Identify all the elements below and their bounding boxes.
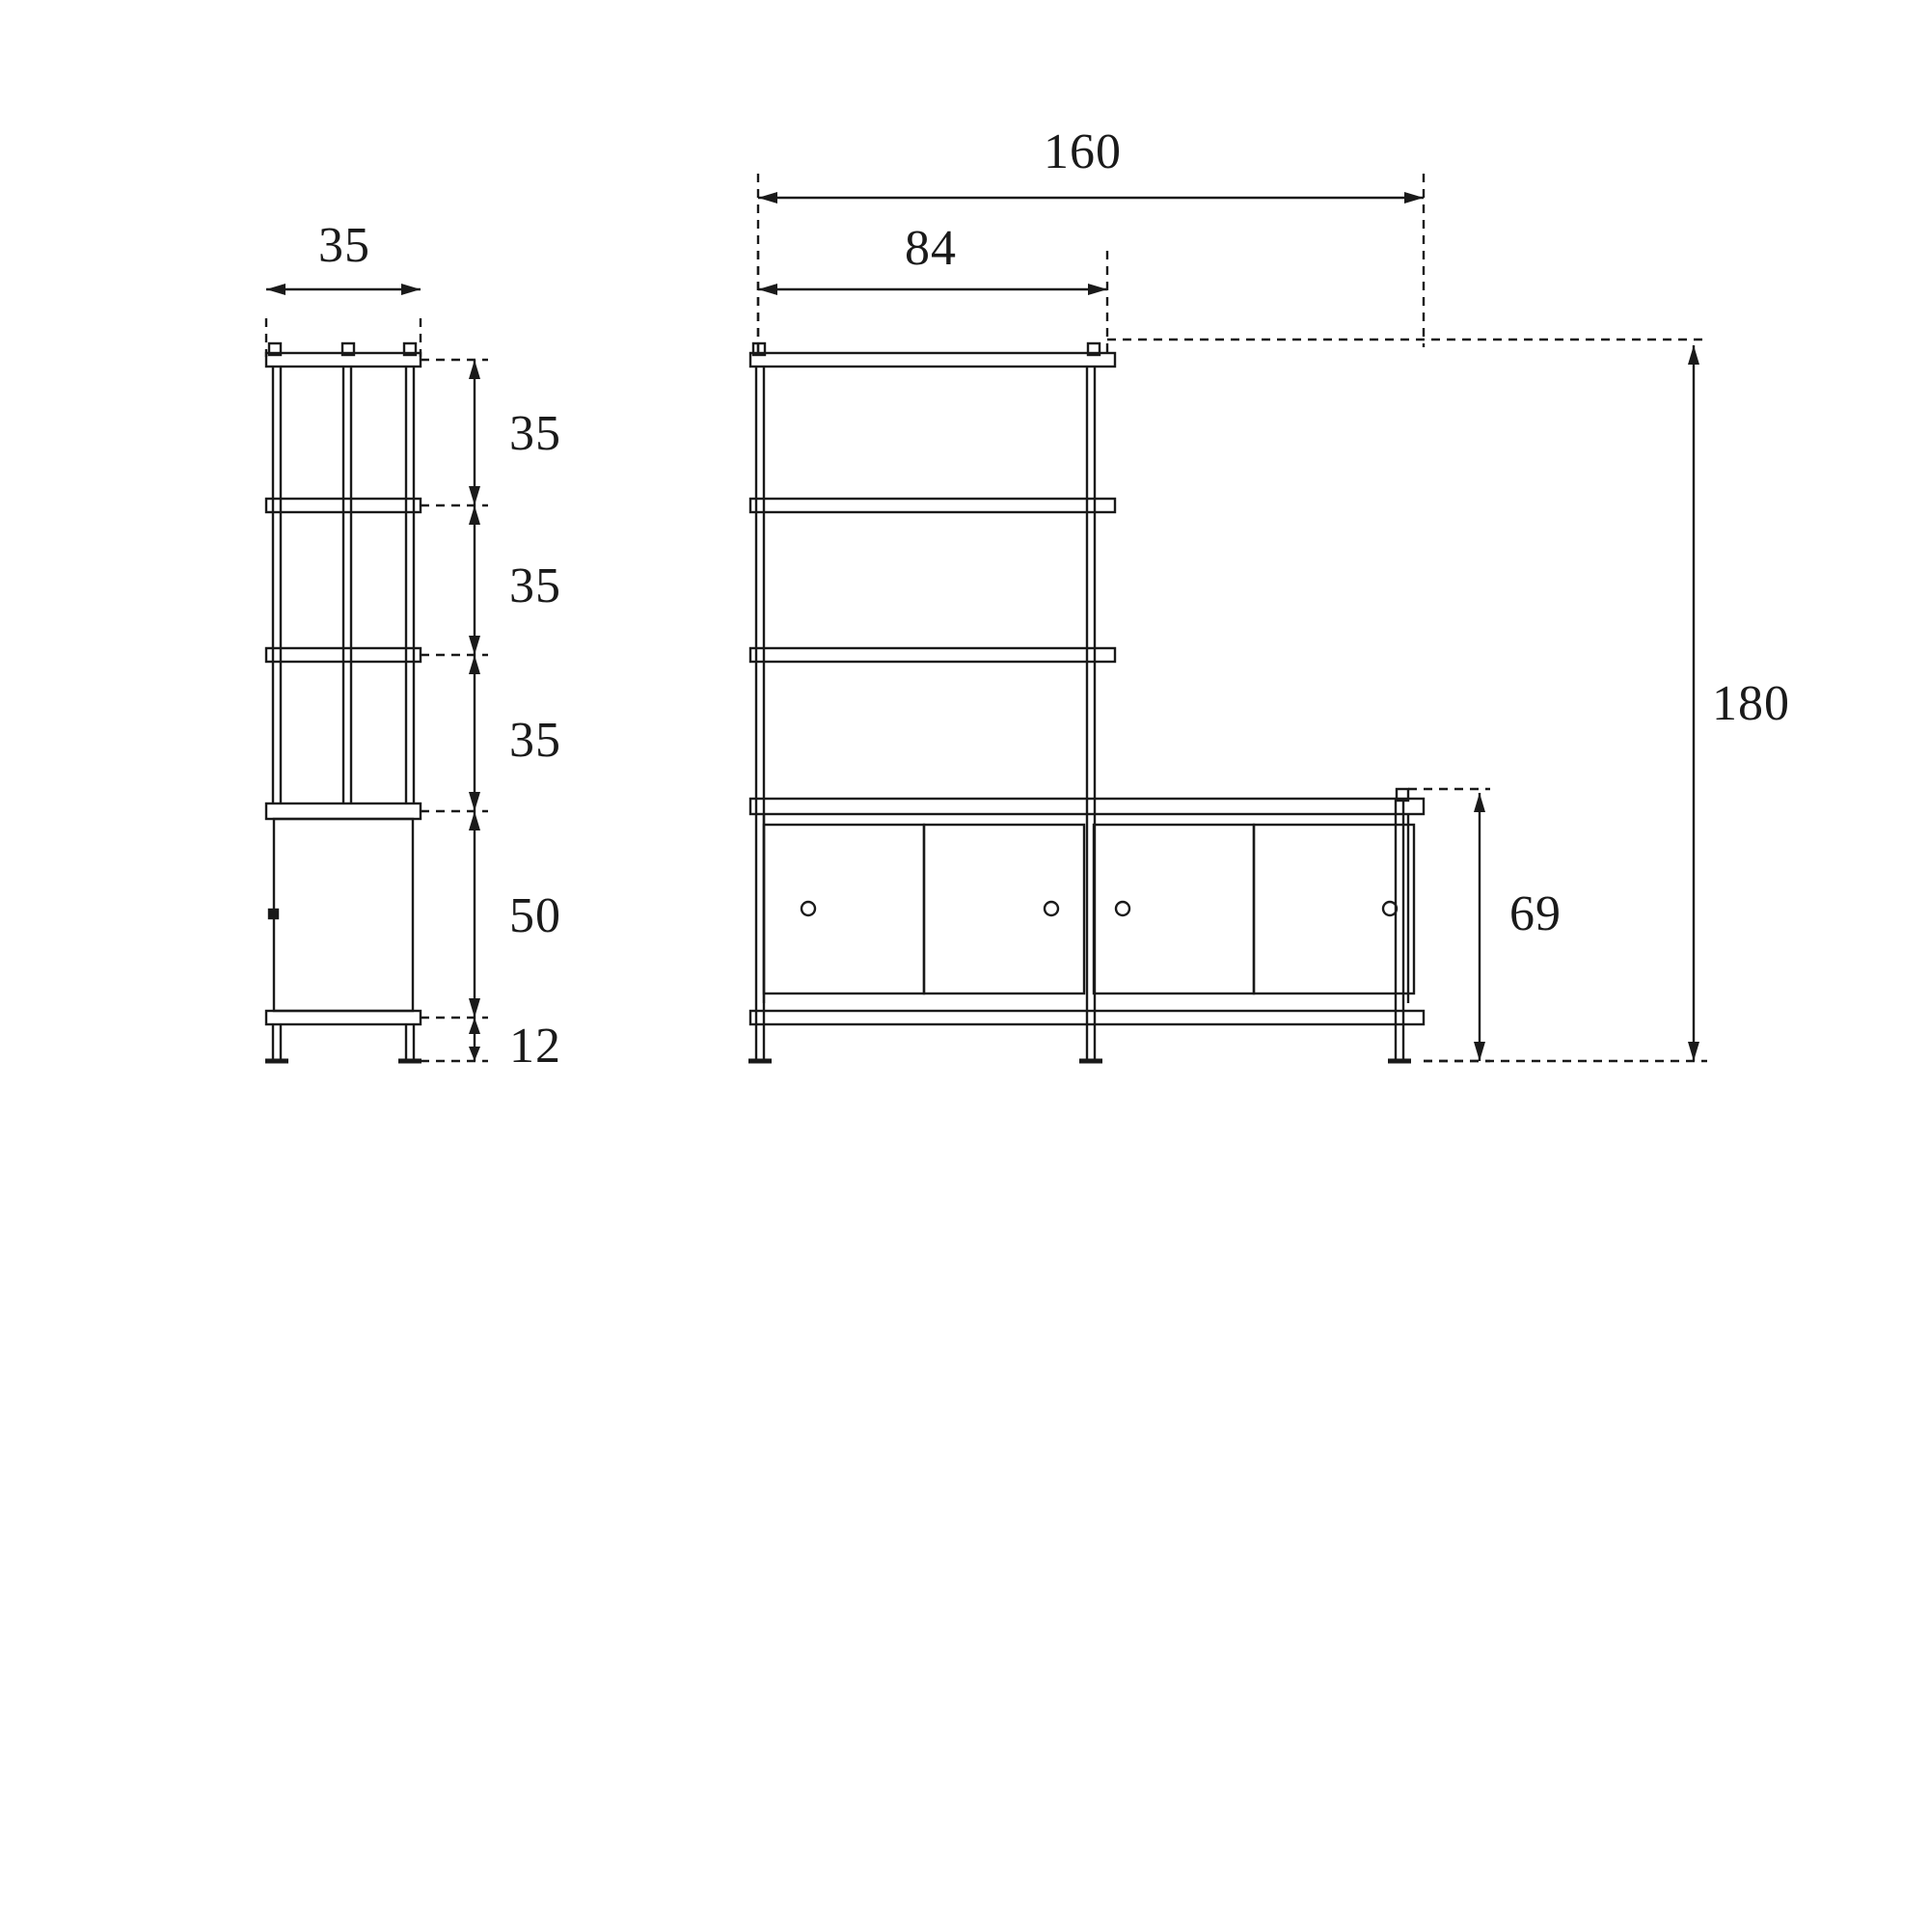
dimension-label-side-segment-4: 50	[509, 888, 561, 943]
dimension-label-side-segment-5: 12	[509, 1019, 561, 1074]
dimension-label-front-tall-width: 84	[905, 221, 957, 276]
side-elevation-group	[265, 284, 488, 1061]
front-elevation-group	[748, 174, 1707, 1061]
dimension-label-front-overall-height: 180	[1712, 676, 1790, 731]
dimension-label-side-segment-3: 35	[509, 713, 561, 768]
dimension-label-front-overall-width: 160	[1044, 124, 1122, 179]
dimension-label-side-width: 35	[318, 218, 370, 273]
dimension-label-front-low-height: 69	[1509, 886, 1562, 941]
dimension-label-side-segment-1: 35	[509, 406, 561, 461]
dimension-label-side-segment-2: 35	[509, 558, 561, 613]
